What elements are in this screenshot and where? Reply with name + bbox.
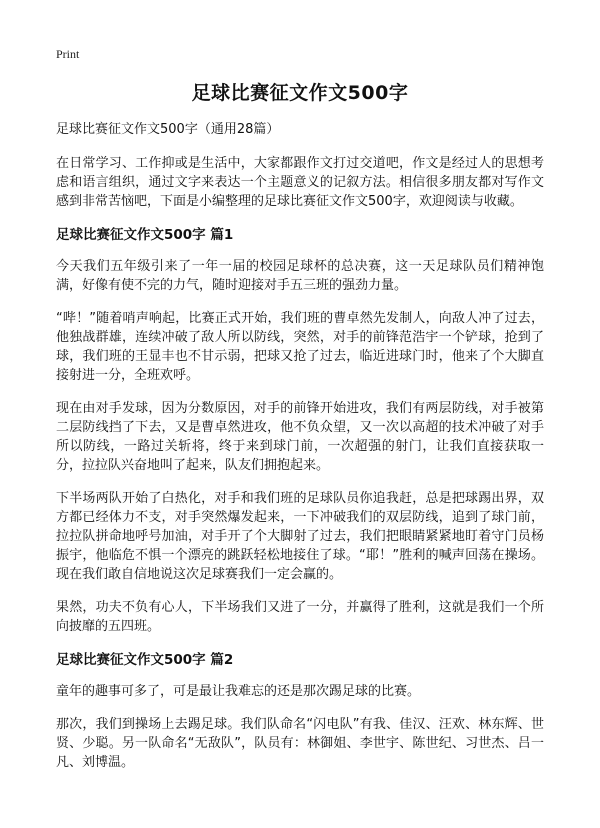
section-1-paragraph-1: 今天我们五年级引来了一年一届的校园足球杯的总决赛，这一天足球队员们精神饱满，好像有使不完的力气，随时迎接对手五三班的强劲力量。	[56, 259, 544, 293]
print-link[interactable]: Print	[56, 47, 80, 61]
article-subtitle: 足球比赛征文作文500字（通用28篇）	[56, 122, 280, 137]
section-1-paragraph-2: “哔！”随着哨声响起，比赛正式开始，我们班的曹卓然先发制人，向敌人冲了过去，他独战群雄，连续冲破了敌人所以防线，突然，对手的前锋范浩宇一个铲球，抢到了球，我们班的王显丰也不甘示弱，把球又抢了过去，临近进球门时，他来了个大脚直接射进一分，全班欢呼。	[56, 311, 544, 383]
article-body	[56, 120, 544, 786]
section-1-paragraph-5: 果然，功夫不负有心人，下半场我们又进了一分，并赢得了胜利，这就是我们一个所向披靡的五四班。	[56, 600, 544, 634]
section-2-paragraph-2: 那次，我们到操场上去踢足球。我们队命名“闪电队”有我、佳汉、汪欢、林东辉、世贤、少聪。另一队命名“无敌队”，队员有：林御姐、李世宇、陈世纪、习世杰、吕一凡、刘博温。	[56, 717, 544, 770]
intro-paragraph: 在日常学习、工作抑或是生活中，大家都跟作文打过交道吧，作文是经过人的思想考虑和语言组织，通过文字来表达一个主题意义的记叙方法。相信很多朋友都对写作文感到非常苦恼吧，下面是小编整理的足球比赛征文作文500字，欢迎阅读与收藏。	[56, 156, 544, 209]
section-2-paragraph-1: 童年的趣事可多了，可是最让我难忘的还是那次踢足球的比赛。	[56, 684, 421, 699]
section-heading-2: 足球比赛征文作文500字 篇2	[56, 652, 234, 668]
section-1-paragraph-3: 现在由对手发球，因为分数原因，对手的前锋开始进攻，我们有两层防线，对手被第二层防线挡了下去，又是曹卓然进攻，他不负众望，又一次以高超的技术冲破了对手所以防线，一路过关斩将，终于来到球门前，一次超强的射门，让我们直接获取一分，拉拉队兴奋地叫了起来，队友们拥抱起来。	[56, 401, 544, 473]
section-1-paragraph-4: 下半场两队开始了白热化，对手和我们班的足球队员你追我赶，总是把球踢出界，双方都已经体力不支，对手突然爆发起来，一下冲破我们的双层防线，追到了球门前，拉拉队拼命地呼号加油，对手开了个大脚射了过去，我们把眼睛紧紧地盯着守门员杨振宇，他临危不惧一个漂亮的跳跃轻松地接住了球。“耶！”胜利的喊声回荡在操场。现在我们敢自信地说这次足球赛我们一定会赢的。	[56, 491, 544, 582]
section-heading-1: 足球比赛征文作文500字 篇1	[56, 227, 234, 243]
page-title: 足球比赛征文作文500字	[191, 82, 409, 104]
